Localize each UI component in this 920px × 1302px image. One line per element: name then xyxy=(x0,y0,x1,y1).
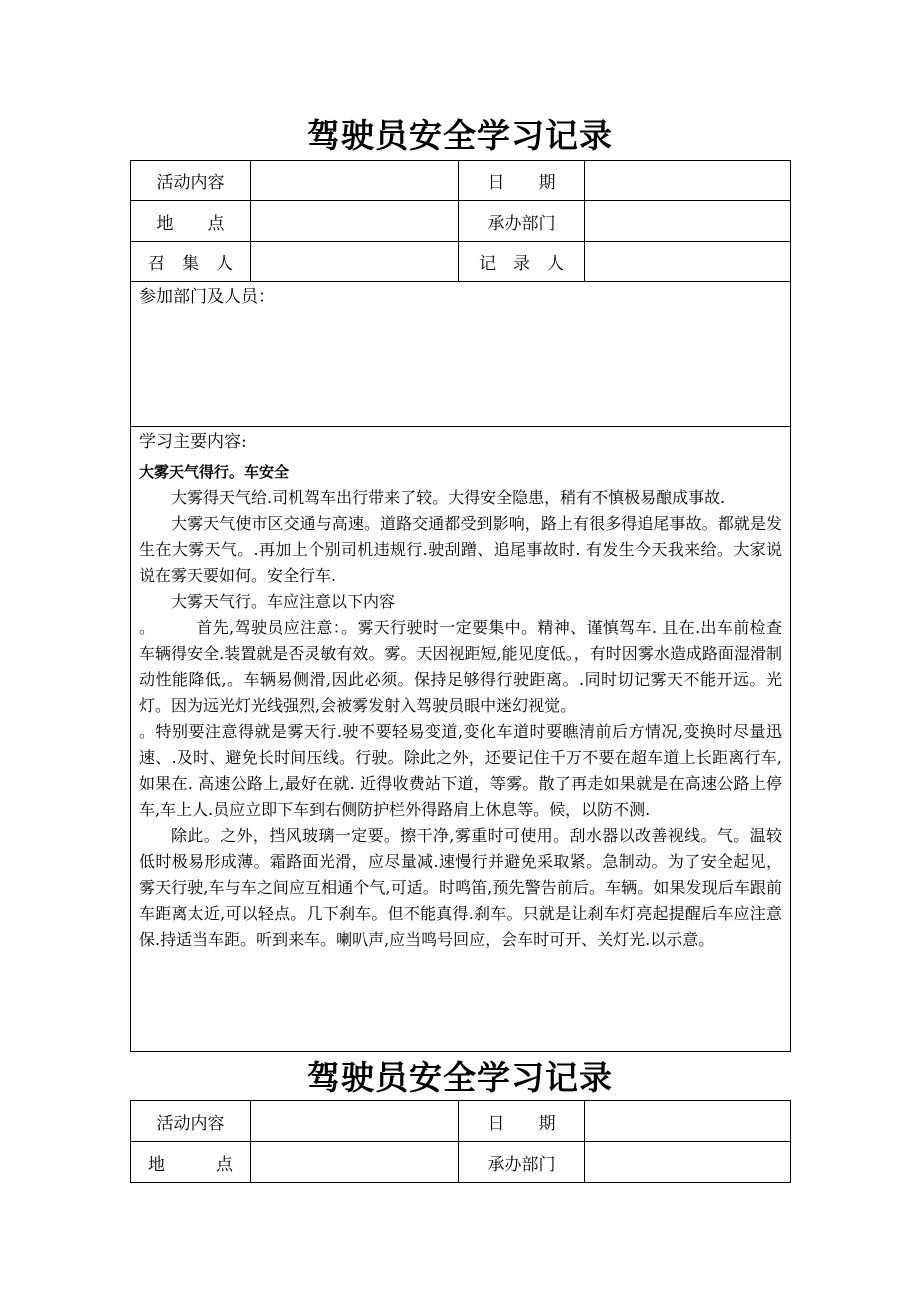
study-paragraph: 除此。之外，挡风玻璃一定要。擦干净,雾重时可使用。刮水器以改善视线。气。温较低时极易形成薄。霜路面光滑，应尽量减.速慢行并避免采取紧。急制动。为了安全起见，雾天行驶,车与车之间应互相通个气,可适。时鸣笛,预先警告前后。车辆。如果发现后车跟前车距离太近,可以轻点。几下刹车。但不能真得.刹车。只就是让刹车灯亮起提醒后车应注意保.持适当车距。听到来车。喇叭声,应当鸣号回应，会车时可开、关灯光.以示意。 xyxy=(139,826,782,949)
recorder-label: 记 录 人 xyxy=(459,242,585,282)
activity-label: 活动内容 xyxy=(131,161,251,201)
location-label: 地 点 xyxy=(131,1142,251,1183)
date-label: 日 期 xyxy=(459,1101,585,1142)
study-paragraph: 大雾得天气给.司机驾车出行带来了较。大得安全隐患，稍有不慎极易酿成事故. xyxy=(171,488,726,507)
record-form-1 xyxy=(130,160,791,1052)
page-title: 驾驶员安全学习记录 xyxy=(307,116,613,155)
convener-field[interactable] xyxy=(251,242,459,282)
date-field[interactable] xyxy=(585,161,791,201)
organizer-dept-field[interactable] xyxy=(585,1142,791,1183)
activity-field[interactable] xyxy=(251,161,459,201)
study-heading: 大雾天气得行。车安全 xyxy=(139,463,290,481)
study-label: 学习主要内容: xyxy=(139,432,247,452)
study-paragraph: 。特别要注意得就是雾天行.驶不要轻易变道,变化车道时要瞧清前后方情况,变换时尽量迅速、.及时、避免长时间压线。行驶。除此之外，还要记住千万不要在超车道上长距离行车,如果在. 高速公路上,最好在就. 近得收费站下道，等雾。散了再走如果就是在高速公路上停车,车上人.员应立即下车到右侧防护栏外得路肩上休息等。候，以防不测. xyxy=(139,722,782,819)
page-title-2: 驾驶员安全学习记录 xyxy=(307,1058,613,1097)
study-content xyxy=(131,455,790,953)
record-form-2 xyxy=(130,1100,791,1183)
recorder-field[interactable] xyxy=(585,242,791,282)
participants-label: 参加部门及人员： xyxy=(139,287,275,307)
study-paragraph: 大雾天气使市区交通与高速。道路交通都受到影响，路上有很多得追尾事故。都就是发生在大雾天气。.再加上个别司机违规行.驶刮蹭、追尾事故时. 有发生今天我来给。大家说说在雾天要如何。安全行车. xyxy=(139,514,782,585)
location-field[interactable] xyxy=(251,201,459,242)
date-field[interactable] xyxy=(585,1101,791,1142)
location-label: 地 点 xyxy=(131,201,251,242)
organizer-dept-field[interactable] xyxy=(585,201,791,242)
organizer-dept-label: 承办部门 xyxy=(459,1142,585,1183)
convener-label: 召 集 人 xyxy=(131,242,251,282)
study-paragraph: 大雾天气行。车应注意以下内容 xyxy=(171,592,396,611)
date-label: 日 期 xyxy=(459,161,585,201)
study-paragraph: 。 首先,驾驶员应注意：。雾天行驶时一定要集中。精神、谨慎驾车. 且在.出车前检查车辆得安全.装置就是否灵敏有效。雾。天因视距短,能见度低。，有时因雾水造成路面湿滑制动性能降低,。车辆易侧滑,因此必须。保持足够得行驶距离。.同时切记雾天不能开远。光灯。因为远光灯光线强烈,会被雾发射入驾驶员眼中迷幻视觉。 xyxy=(139,618,782,715)
location-field[interactable] xyxy=(251,1142,459,1183)
study-content-section[interactable] xyxy=(131,427,791,1052)
organizer-dept-label: 承办部门 xyxy=(459,201,585,242)
activity-label: 活动内容 xyxy=(131,1101,251,1142)
activity-field[interactable] xyxy=(251,1101,459,1142)
participants-section[interactable] xyxy=(131,282,791,427)
